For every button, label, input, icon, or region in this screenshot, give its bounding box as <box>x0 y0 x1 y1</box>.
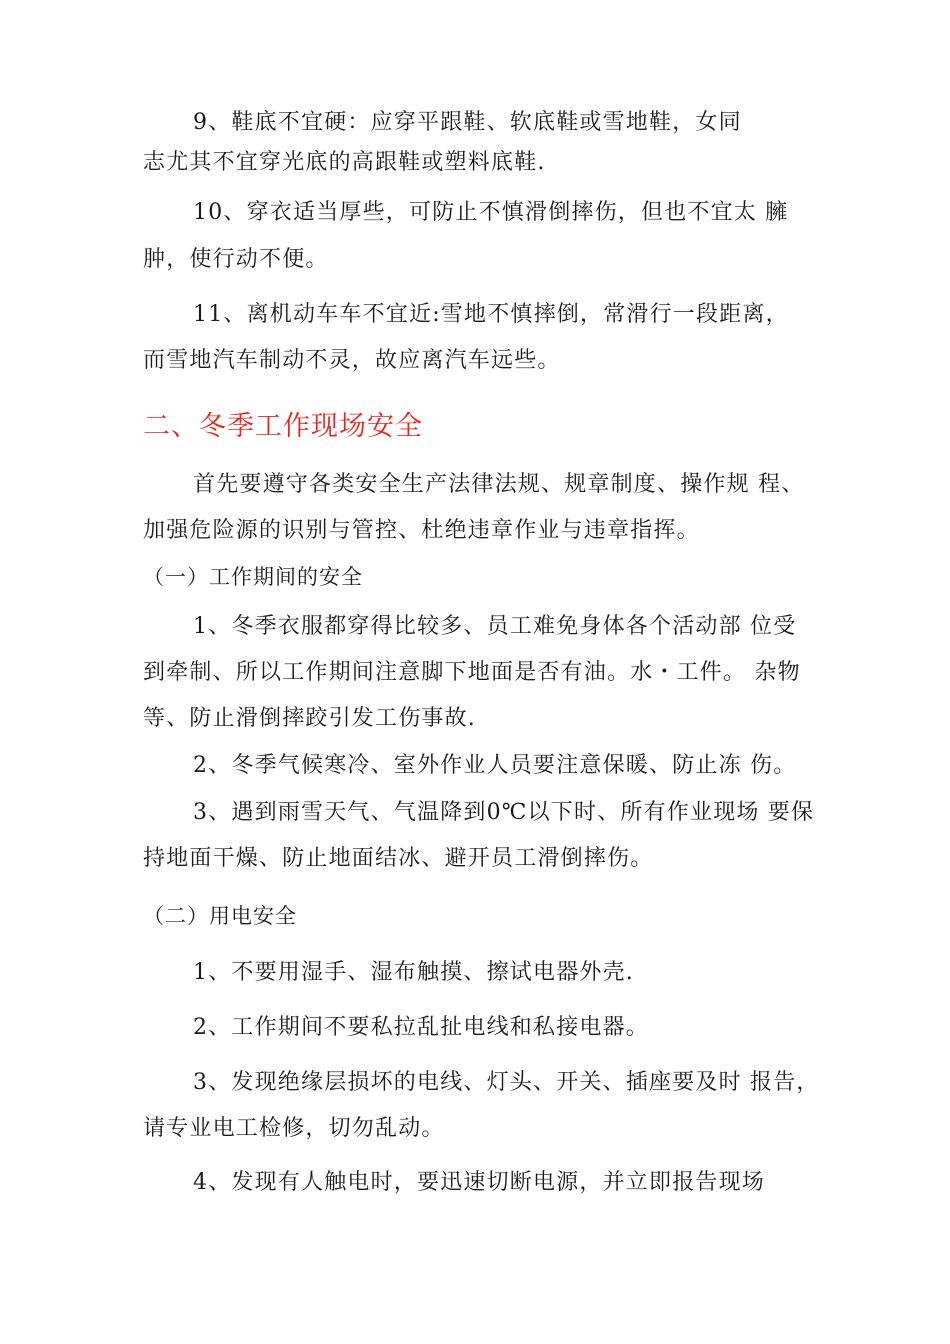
work-item-3-line-2: 持地面干燥、防止地面结冰、避开员工滑倒摔伤。 <box>143 846 654 871</box>
paragraph-10-line-2: 肿，使行动不便。 <box>143 247 329 272</box>
paragraph-9-line-2: 志尤其不宜穿光底的高跟鞋或塑料底鞋. <box>143 150 546 175</box>
electric-item-1: 1、不要用湿手、湿布触摸、擦试电器外壳. <box>193 960 634 985</box>
work-item-3-line-1: 3、遇到雨雪天气、气温降到0℃以下时、所有作业现场 要保 <box>193 800 815 825</box>
paragraph-11-line-1: 11、离机动车车不宜近:雪地不慎摔倒，常滑行一段距离， <box>193 302 789 327</box>
subsection-title-work-period: （一）工作期间的安全 <box>143 565 363 589</box>
electric-item-3-line-2: 请专业电工检修，切勿乱动。 <box>143 1116 445 1141</box>
electric-item-3-line-1: 3、发现绝缘层损坏的电线、灯头、开关、插座要及时 报告， <box>193 1070 820 1095</box>
electric-item-4-line-1: 4、发现有人触电时，要迅速切断电源，并立即报告现场 <box>193 1170 765 1195</box>
work-item-1-line-1: 1、冬季衣服都穿得比较多、员工难免身体各个活动部 位受 <box>193 614 797 639</box>
work-item-2-line-1: 2、冬季气候寒冷、室外作业人员要注意保暖、防止冻 伤。 <box>193 753 797 778</box>
subsection-title-electrical: （二）用电安全 <box>143 904 297 928</box>
work-item-1-line-3: 等、防止滑倒摔跤引发工伤事故. <box>143 706 476 731</box>
intro-line-1: 首先要遵守各类安全生产法律法规、规章制度、操作规 程、 <box>193 472 805 497</box>
intro-line-2: 加强危险源的识别与管控、杜绝违章作业与违章指挥。 <box>143 518 700 543</box>
paragraph-11-line-2: 而雪地汽车制动不灵，故应离汽车远些。 <box>143 348 561 373</box>
paragraph-9-line-1: 9、鞋底不宜硬：应穿平跟鞋、软底鞋或雪地鞋，女同 <box>193 110 742 135</box>
electric-item-2: 2、工作期间不要私拉乱扯电线和私接电器。 <box>193 1015 649 1040</box>
work-item-1-line-2: 到牵制、所以工作期间注意脚下地面是否有油。水・工件。 杂物 <box>143 660 801 685</box>
section-heading: 二、冬季工作现场安全 <box>143 411 423 442</box>
paragraph-10-line-1: 10、穿衣适当厚些，可防止不慎滑倒摔伤，但也不宜太 臃 <box>193 200 789 225</box>
